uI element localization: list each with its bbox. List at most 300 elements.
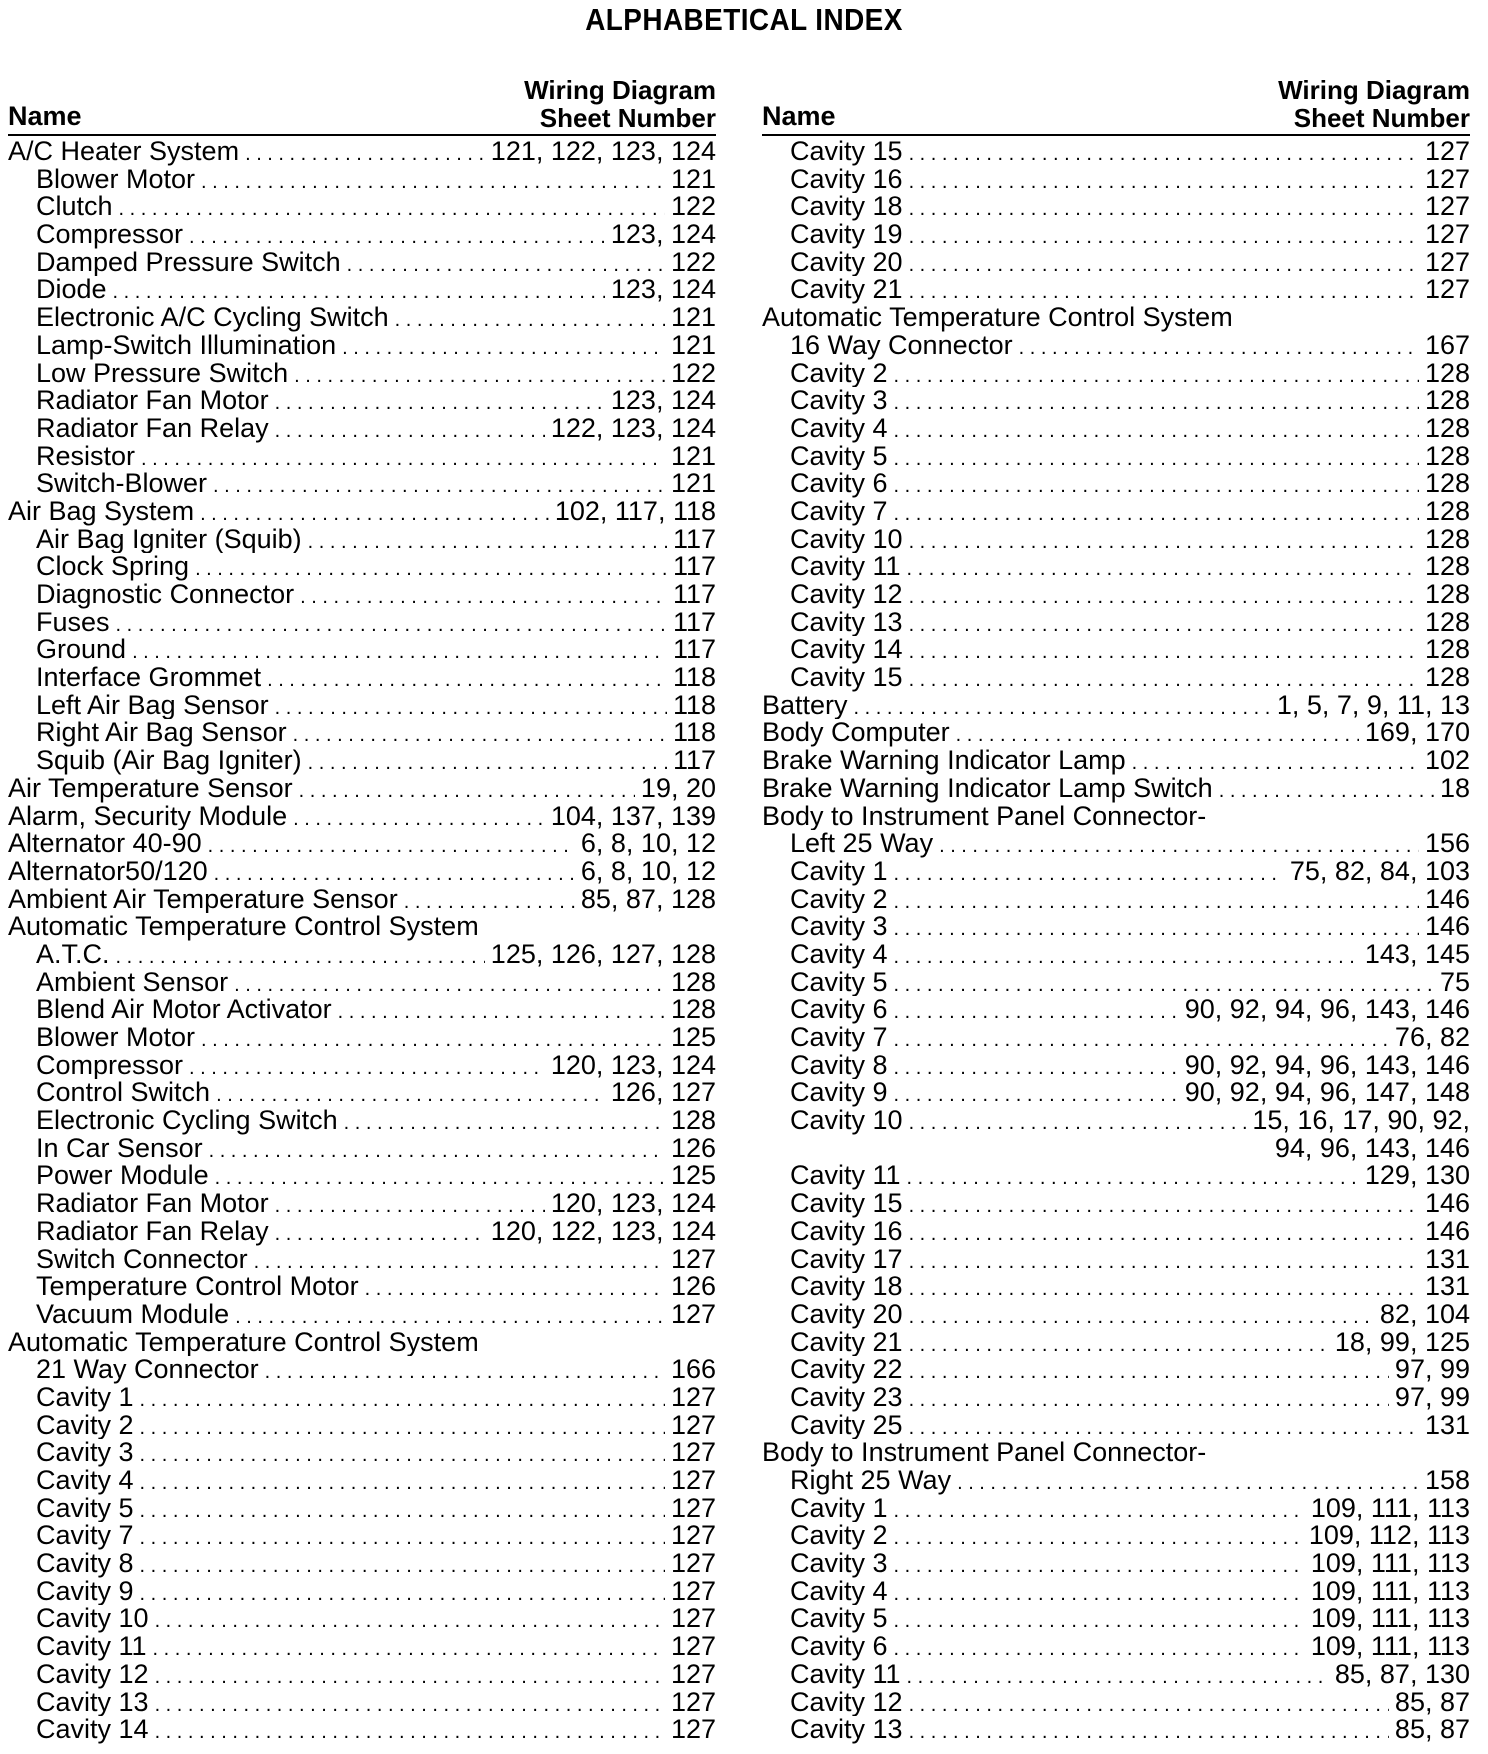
index-entry xyxy=(762,747,1470,775)
entry-name: Blower Motor xyxy=(36,165,196,194)
index-list xyxy=(8,138,716,1744)
entry-sheet-numbers: 125, 126, 127, 128 xyxy=(490,940,716,969)
sheet-number-label: Sheet Number xyxy=(1293,103,1470,133)
index-entry xyxy=(762,1190,1470,1218)
entry-name: Radiator Fan Motor xyxy=(36,1190,269,1218)
index-entry xyxy=(8,1550,716,1578)
dot-leader xyxy=(155,1664,665,1689)
entry-sheet-numbers: 117 xyxy=(672,636,716,665)
index-entry xyxy=(762,1661,1470,1689)
dot-leader xyxy=(909,529,1419,554)
entry-name: Clock Spring xyxy=(36,553,190,581)
column-header xyxy=(762,72,1470,136)
entry-name: Cavity 25 xyxy=(790,1411,903,1440)
entry-name: Switch Connector xyxy=(36,1245,248,1274)
entry-sheet-numbers: 121 xyxy=(670,331,716,360)
entry-name: Automatic Temperature Control System xyxy=(8,913,479,941)
index-entry xyxy=(8,747,716,775)
entry-name: Cavity 11 xyxy=(790,1162,901,1191)
dot-leader xyxy=(245,141,485,166)
index-entry xyxy=(762,360,1470,388)
index-entry xyxy=(762,664,1470,692)
dot-leader xyxy=(267,667,667,692)
dot-leader xyxy=(235,1304,665,1329)
entry-sheet-numbers: 128 xyxy=(1424,497,1470,526)
entry-name: Cavity 15 xyxy=(790,664,903,692)
entry-sheet-numbers: 120, 123, 124 xyxy=(550,1051,716,1080)
entry-name: Right Air Bag Sensor xyxy=(36,719,287,748)
index-entry xyxy=(8,193,716,221)
index-entry xyxy=(762,470,1470,498)
index-entry xyxy=(762,1689,1470,1717)
dot-leader xyxy=(293,806,545,831)
entry-name: Fuses xyxy=(36,608,110,637)
entry-sheet-numbers: 131 xyxy=(1424,1273,1470,1301)
dot-leader xyxy=(265,1359,665,1384)
entry-sheet-numbers: 123, 124 xyxy=(610,221,716,249)
dot-leader xyxy=(275,1221,485,1246)
dot-leader xyxy=(894,1581,1305,1606)
name-header: Name xyxy=(762,101,836,131)
dot-leader xyxy=(293,722,667,747)
entry-sheet-numbers: 121 xyxy=(670,470,716,498)
entry-name: Cavity 11 xyxy=(790,553,901,581)
index-entry xyxy=(762,1439,1470,1467)
dot-leader xyxy=(939,833,1419,858)
entry-name: Cavity 5 xyxy=(790,968,888,997)
index-entry xyxy=(762,941,1470,969)
entry-sheet-numbers: 117 xyxy=(672,747,716,775)
entry-name: Right 25 Way xyxy=(790,1467,952,1495)
entry-name: Cavity 8 xyxy=(790,1051,888,1080)
entry-sheet-numbers: 146 xyxy=(1424,1217,1470,1246)
dot-leader xyxy=(141,446,665,471)
dot-leader xyxy=(909,1249,1419,1274)
entry-name: Air Bag Igniter (Squib) xyxy=(36,525,302,554)
entry-sheet-numbers: 117 xyxy=(672,608,716,637)
entry-name: Cavity 20 xyxy=(790,248,903,277)
index-entry xyxy=(762,553,1470,581)
index-entry xyxy=(8,1246,716,1274)
entry-name: Control Switch xyxy=(36,1079,211,1108)
index-entry xyxy=(762,1301,1470,1329)
dot-leader xyxy=(909,169,1419,194)
entry-sheet-numbers: 121 xyxy=(670,304,716,332)
entry-name: Ambient Air Temperature Sensor xyxy=(8,885,398,914)
index-entry xyxy=(762,387,1470,415)
entry-name: Cavity 5 xyxy=(36,1494,134,1523)
entry-sheet-numbers: 122 xyxy=(670,248,716,277)
dot-leader xyxy=(894,1525,1303,1550)
entry-name: Cavity 14 xyxy=(36,1716,149,1744)
entry-name: Cavity 11 xyxy=(36,1633,147,1661)
entry-sheet-numbers: 120, 122, 123, 124 xyxy=(490,1217,716,1246)
entry-sheet-numbers: 127 xyxy=(670,1522,716,1551)
entry-name: Lamp-Switch Illumination xyxy=(36,331,337,360)
entry-sheet-numbers: 166 xyxy=(670,1356,716,1384)
dot-leader xyxy=(894,861,1284,886)
dot-leader xyxy=(1132,750,1419,775)
dot-leader xyxy=(344,1110,665,1135)
entry-sheet-numbers: 109, 111, 113 xyxy=(1310,1494,1470,1523)
index-entry xyxy=(762,166,1470,194)
entry-name: Body Computer xyxy=(762,719,950,748)
entry-sheet-numbers: 127 xyxy=(1424,248,1470,277)
entry-sheet-numbers: 127 xyxy=(670,1300,716,1329)
entry-name: Cavity 7 xyxy=(36,1522,134,1551)
entry-name: Cavity 2 xyxy=(36,1411,134,1440)
entry-sheet-numbers: 76, 82 xyxy=(1394,1024,1470,1052)
index-entry xyxy=(762,1246,1470,1274)
entry-name: Automatic Temperature Control System xyxy=(8,1328,479,1357)
index-entry xyxy=(762,1356,1470,1384)
entry-name: Cavity 6 xyxy=(790,1633,888,1661)
dot-leader xyxy=(201,169,665,194)
index-entry xyxy=(762,719,1470,747)
entry-name: Cavity 4 xyxy=(36,1467,134,1495)
entry-sheet-numbers: 109, 112, 113 xyxy=(1308,1522,1470,1551)
dot-leader xyxy=(116,612,667,637)
entry-sheet-numbers: 143, 145 xyxy=(1364,940,1470,969)
dot-leader xyxy=(189,1055,545,1080)
entry-sheet-numbers: 127 xyxy=(1424,193,1470,222)
dot-leader xyxy=(140,1470,665,1495)
index-entry xyxy=(8,1689,716,1717)
entry-name: Alternator 40-90 xyxy=(8,830,202,858)
index-entry xyxy=(762,1412,1470,1440)
entry-name: Compressor xyxy=(36,1051,184,1080)
entry-name: Cavity 17 xyxy=(790,1245,903,1274)
dot-leader xyxy=(909,1692,1389,1717)
entry-sheet-numbers: 85, 87, 130 xyxy=(1334,1660,1470,1689)
index-entry xyxy=(8,443,716,471)
entry-name: Cavity 15 xyxy=(790,138,903,166)
index-entry xyxy=(762,1633,1470,1661)
dot-leader xyxy=(338,999,665,1024)
index-entry xyxy=(762,1107,1470,1135)
index-entry xyxy=(762,1079,1470,1107)
index-entry xyxy=(8,138,716,166)
entry-sheet-numbers: 128 xyxy=(1424,525,1470,554)
dot-leader xyxy=(907,1664,1329,1689)
index-entry xyxy=(762,498,1470,526)
index-entry xyxy=(762,581,1470,609)
dot-leader xyxy=(894,501,1419,526)
dot-leader xyxy=(209,1138,665,1163)
index-entry xyxy=(8,1329,716,1357)
index-entry xyxy=(8,498,716,526)
dot-leader xyxy=(894,418,1419,443)
entry-sheet-numbers: 127 xyxy=(1424,138,1470,166)
entry-name: Power Module xyxy=(36,1162,209,1191)
index-entry xyxy=(8,1273,716,1301)
entry-name: Ground xyxy=(36,636,127,665)
entry-sheet-numbers: 128 xyxy=(1424,636,1470,665)
dot-leader xyxy=(909,1110,1247,1135)
index-entry xyxy=(8,526,716,554)
index-entry xyxy=(8,553,716,581)
dot-leader xyxy=(909,612,1419,637)
entry-sheet-numbers: 1, 5, 7, 9, 11, 13 xyxy=(1276,691,1470,720)
dot-leader xyxy=(909,584,1419,609)
entry-name: Cavity 16 xyxy=(790,1217,903,1246)
entry-name: Cavity 15 xyxy=(790,1190,903,1218)
index-entry xyxy=(762,996,1470,1024)
entry-sheet-numbers: 85, 87, 128 xyxy=(580,885,716,914)
entry-sheet-numbers: 75, 82, 84, 103 xyxy=(1289,857,1470,886)
entry-sheet-numbers: 146 xyxy=(1424,1190,1470,1218)
index-entry xyxy=(8,775,716,803)
entry-name: Radiator Fan Relay xyxy=(36,1217,269,1246)
index-entry xyxy=(762,1024,1470,1052)
entry-sheet-numbers: 127 xyxy=(670,1383,716,1412)
index-entry xyxy=(8,1412,716,1440)
entry-name: Electronic A/C Cycling Switch xyxy=(36,304,389,332)
dot-leader xyxy=(909,252,1419,277)
index-entry xyxy=(8,249,716,277)
index-list xyxy=(762,138,1470,1744)
index-entry xyxy=(8,636,716,664)
index-entry xyxy=(762,1329,1470,1357)
dot-leader xyxy=(909,1276,1419,1301)
entry-name: Brake Warning Indicator Lamp Switch xyxy=(762,774,1213,803)
dot-leader xyxy=(894,1498,1305,1523)
entry-sheet-numbers: 121, 122, 123, 124 xyxy=(490,138,716,166)
entry-name: A/C Heater System xyxy=(8,138,240,166)
entry-sheet-numbers: 127 xyxy=(1424,221,1470,249)
entry-sheet-numbers: 127 xyxy=(670,1605,716,1634)
dot-leader xyxy=(132,639,667,664)
entry-name: Air Temperature Sensor xyxy=(8,774,293,803)
entry-sheet-numbers: 126 xyxy=(670,1273,716,1301)
entry-name: Cavity 6 xyxy=(790,470,888,498)
entry-name: Compressor xyxy=(36,221,184,249)
dot-leader xyxy=(894,999,1179,1024)
index-entry xyxy=(762,526,1470,554)
index-entry xyxy=(8,387,716,415)
entry-name: Left Air Bag Sensor xyxy=(36,691,269,720)
dot-leader xyxy=(155,1608,665,1633)
entry-name: Diagnostic Connector xyxy=(36,581,295,609)
dot-leader xyxy=(909,639,1419,664)
dot-leader xyxy=(308,750,667,775)
entry-name: Cavity 23 xyxy=(790,1383,903,1412)
index-entry xyxy=(8,1522,716,1550)
dot-leader xyxy=(894,916,1419,941)
dot-leader xyxy=(189,224,605,249)
entry-sheet-numbers: 97, 99 xyxy=(1394,1356,1470,1384)
entry-sheet-numbers: 90, 92, 94, 96, 143, 146 xyxy=(1184,996,1470,1024)
entry-name: Cavity 5 xyxy=(790,442,888,471)
entry-name: Radiator Fan Relay xyxy=(36,414,269,443)
entry-sheet-numbers: 127 xyxy=(670,1411,716,1440)
dot-leader xyxy=(894,473,1419,498)
entry-name: Cavity 19 xyxy=(790,221,903,249)
dot-leader xyxy=(909,1193,1419,1218)
entry-sheet-numbers: 6, 8, 10, 12 xyxy=(580,857,716,886)
entry-name: Cavity 3 xyxy=(36,1439,134,1467)
dot-leader xyxy=(894,1055,1179,1080)
entry-name: Body to Instrument Panel Connector- xyxy=(762,1439,1207,1467)
index-entry xyxy=(8,1467,716,1495)
entry-sheet-numbers: 126 xyxy=(670,1134,716,1163)
sheet-number-header xyxy=(524,76,716,132)
entry-name: Cavity 8 xyxy=(36,1550,134,1578)
entry-sheet-numbers: 125 xyxy=(670,1024,716,1052)
entry-sheet-numbers: 128 xyxy=(1424,608,1470,637)
index-entry xyxy=(762,415,1470,443)
entry-name: Alternator50/120 xyxy=(8,857,208,886)
dot-leader xyxy=(254,1249,665,1274)
index-entry xyxy=(762,304,1470,332)
dot-leader xyxy=(909,1332,1329,1357)
index-entry xyxy=(762,332,1470,360)
index-entry xyxy=(762,1135,1470,1163)
entry-name: Damped Pressure Switch xyxy=(36,248,341,277)
dot-leader xyxy=(909,1221,1419,1246)
dot-leader xyxy=(894,1027,1389,1052)
dot-leader xyxy=(347,252,665,277)
dot-leader xyxy=(234,972,665,997)
entry-sheet-numbers: 128 xyxy=(1424,442,1470,471)
entry-sheet-numbers: 128 xyxy=(670,1107,716,1135)
entry-sheet-numbers: 158 xyxy=(1424,1467,1470,1495)
dot-leader xyxy=(275,418,545,443)
index-entry xyxy=(762,1605,1470,1633)
entry-sheet-numbers: 122 xyxy=(670,193,716,222)
dot-leader xyxy=(300,584,667,609)
index-entry xyxy=(8,996,716,1024)
sheet-number-label: Sheet Number xyxy=(539,103,716,133)
entry-sheet-numbers: 18, 99, 125 xyxy=(1334,1328,1470,1357)
entry-name: Cavity 6 xyxy=(790,996,888,1024)
index-entry xyxy=(8,1578,716,1606)
index-entry xyxy=(762,636,1470,664)
index-entry xyxy=(8,941,716,969)
dot-leader xyxy=(909,279,1419,304)
entry-sheet-numbers: 131 xyxy=(1424,1411,1470,1440)
entry-sheet-numbers: 85, 87 xyxy=(1394,1716,1470,1744)
index-entry xyxy=(8,1052,716,1080)
index-entry xyxy=(8,1495,716,1523)
entry-sheet-numbers: 90, 92, 94, 96, 143, 146 xyxy=(1184,1051,1470,1080)
index-entry xyxy=(8,1356,716,1384)
index-entry xyxy=(762,276,1470,304)
index-entry xyxy=(8,664,716,692)
entry-sheet-numbers: 126, 127 xyxy=(610,1079,716,1108)
entry-sheet-numbers: 129, 130 xyxy=(1364,1162,1470,1191)
entry-name: Alarm, Security Module xyxy=(8,802,288,831)
dot-leader xyxy=(201,1027,665,1052)
dot-leader xyxy=(894,390,1419,415)
index-entry xyxy=(8,304,716,332)
index-entry xyxy=(8,830,716,858)
dot-leader xyxy=(140,1553,665,1578)
entry-name: Cavity 4 xyxy=(790,414,888,443)
entry-name: Cavity 21 xyxy=(790,1328,903,1357)
entry-name: Cavity 13 xyxy=(36,1688,149,1717)
entry-name: Cavity 2 xyxy=(790,885,888,914)
entry-name: Body to Instrument Panel Connector- xyxy=(762,802,1207,831)
entry-name: 16 Way Connector xyxy=(790,331,1013,360)
dot-leader xyxy=(1219,778,1434,803)
entry-sheet-numbers: 120, 123, 124 xyxy=(550,1190,716,1218)
entry-sheet-numbers: 121 xyxy=(670,442,716,471)
index-entry xyxy=(8,1716,716,1744)
entry-sheet-numbers: 128 xyxy=(670,996,716,1024)
entry-sheet-numbers: 123, 124 xyxy=(610,387,716,415)
entry-sheet-numbers: 117 xyxy=(672,581,716,609)
dot-leader xyxy=(294,363,665,388)
dot-leader xyxy=(956,722,1359,747)
entry-sheet-numbers: 127 xyxy=(670,1245,716,1274)
entry-sheet-numbers: 127 xyxy=(670,1550,716,1578)
index-entry xyxy=(762,609,1470,637)
entry-name: Brake Warning Indicator Lamp xyxy=(762,747,1126,775)
dot-leader xyxy=(140,1415,665,1440)
index-entry xyxy=(762,1467,1470,1495)
entry-name: Cavity 3 xyxy=(790,1550,888,1578)
entry-name: Cavity 1 xyxy=(36,1383,134,1412)
entry-sheet-numbers: 117 xyxy=(672,525,716,554)
entry-name: Cavity 4 xyxy=(790,1577,888,1606)
dot-leader xyxy=(404,889,575,914)
index-entry xyxy=(762,1522,1470,1550)
name-header: Name xyxy=(8,101,82,131)
entry-name: Cavity 21 xyxy=(790,276,903,305)
entry-name: Blend Air Motor Activator xyxy=(36,996,332,1024)
entry-name: Cavity 7 xyxy=(790,497,888,526)
entry-name: Ambient Sensor xyxy=(36,968,229,997)
entry-name: Interface Grommet xyxy=(36,664,262,692)
index-entry xyxy=(8,1633,716,1661)
entry-sheet-numbers: 128 xyxy=(1424,470,1470,498)
entry-name: Air Bag System xyxy=(8,497,195,526)
dot-leader xyxy=(909,196,1419,221)
dot-leader xyxy=(909,1359,1389,1384)
index-entry xyxy=(762,775,1470,803)
index-entry xyxy=(8,1079,716,1107)
entry-sheet-numbers: 6, 8, 10, 12 xyxy=(580,830,716,858)
entry-name: 21 Way Connector xyxy=(36,1356,259,1384)
entry-sheet-numbers: 131 xyxy=(1424,1245,1470,1274)
entry-sheet-numbers: 121 xyxy=(670,165,716,194)
index-entry xyxy=(762,138,1470,166)
index-entry xyxy=(762,1218,1470,1246)
dot-leader xyxy=(894,1608,1305,1633)
dot-leader xyxy=(909,1387,1389,1412)
dot-leader xyxy=(275,1193,545,1218)
entry-name: Cavity 3 xyxy=(790,913,888,941)
sheet-number-header xyxy=(1278,76,1470,132)
index-entry xyxy=(8,1301,716,1329)
dot-leader xyxy=(365,1276,665,1301)
index-entry xyxy=(8,360,716,388)
entry-name: Cavity 2 xyxy=(790,1522,888,1551)
entry-name: Left 25 Way xyxy=(790,830,934,858)
entry-name: Vacuum Module xyxy=(36,1300,230,1329)
entry-name: Cavity 2 xyxy=(790,359,888,388)
entry-sheet-numbers: 122, 123, 124 xyxy=(550,414,716,443)
index-entry xyxy=(8,913,716,941)
dot-leader xyxy=(140,1387,665,1412)
dot-leader xyxy=(275,695,667,720)
index-entry xyxy=(8,276,716,304)
entry-sheet-numbers: 117 xyxy=(672,553,716,581)
entry-name: Cavity 16 xyxy=(790,165,903,194)
entry-sheet-numbers: 15, 16, 17, 90, 92, xyxy=(1252,1107,1470,1135)
entry-sheet-numbers: 19, 20 xyxy=(640,774,716,803)
